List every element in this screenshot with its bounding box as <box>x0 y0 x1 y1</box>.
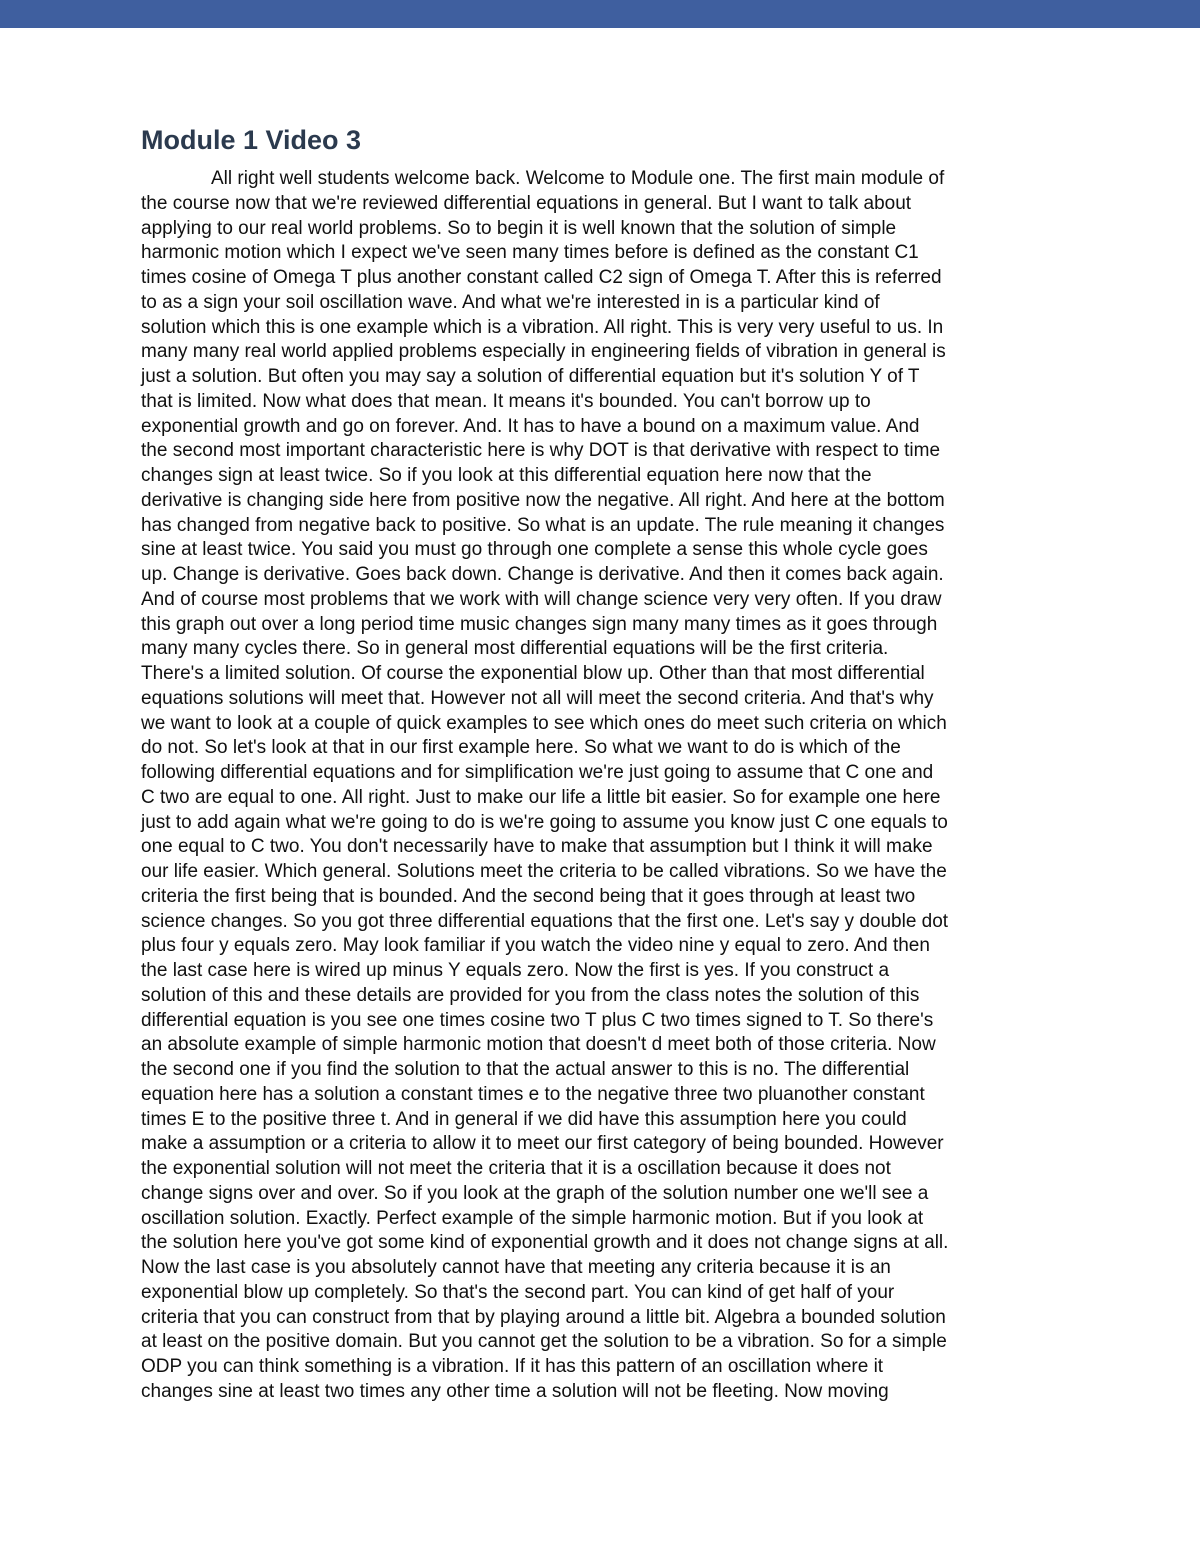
page-title: Module 1 Video 3 <box>141 125 362 155</box>
transcript-line: science changes. So you got three differential equations that the first one. Let's say y double dot <box>141 910 949 932</box>
transcript-line: one equal to C two. You don't necessarily have to make that assumption but I think it will make <box>141 836 933 858</box>
transcript-line: changes sign at least twice. So if you look at this differential equation here now that the <box>141 465 872 486</box>
transcript-line: Now the last case is you absolutely cannot have that meeting any criteria because it is an <box>141 1257 891 1278</box>
transcript-line: the solution here you've got some kind of exponential growth and it does not change signs at all. <box>141 1232 949 1254</box>
transcript-line: just a solution. But often you may say a solution of differential equation but it's solution Y of T <box>141 366 920 387</box>
transcript-line: the second one if you find the solution to that the actual answer to this is no. The differential <box>141 1059 910 1080</box>
transcript-line: make a assumption or a criteria to allow it to meet our first category of being bounded. However <box>141 1133 944 1155</box>
transcript-line: an absolute example of simple harmonic motion that doesn't d meet both of those criteria. Now <box>141 1034 936 1056</box>
transcript-line: equation here has a solution a constant times e to the negative three two pluanother constant <box>141 1083 925 1105</box>
transcript-line: change signs over and over. So if you look at the graph of the solution number one we'll see a <box>141 1182 929 1204</box>
transcript-body <box>141 167 1141 1405</box>
transcript-line: There's a limited solution. Of course the exponential blow up. Other than that most differential <box>141 663 925 684</box>
transcript-line: times E to the positive three t. And in general if we did have this assumption here you could <box>141 1108 907 1130</box>
top-banner <box>0 0 1200 28</box>
transcript-line: times cosine of Omega T plus another constant called C2 sign of Omega T. After this is referred <box>141 267 942 288</box>
transcript-line: criteria that you can construct from that by playing around a little bit. Algebra a bounded solution <box>141 1306 946 1328</box>
transcript-line: just to add again what we're going to do is we're going to assume you know just C one equals to <box>141 811 948 833</box>
transcript-line: And of course most problems that we work with will change science very very often. If you draw <box>141 588 942 610</box>
transcript-line: exponential blow up completely. So that's the second part. You can kind of get half of your <box>141 1281 895 1303</box>
transcript-line: C two are equal to one. All right. Just to make our life a little bit easier. So for example one here <box>141 786 941 808</box>
transcript-line: we want to look at a couple of quick examples to see which ones do meet such criteria on which <box>141 712 947 734</box>
transcript-line: differential equation is you see one times cosine two T plus C two times signed to T. So there's <box>141 1009 934 1031</box>
transcript-line: All right well students welcome back. Welcome to Module one. The first main module of <box>211 168 945 189</box>
transcript-line: oscillation solution. Exactly. Perfect example of the simple harmonic motion. But if you look at <box>141 1207 924 1229</box>
transcript-line: derivative is changing side here from positive now the negative. All right. And here at the bottom <box>141 489 945 511</box>
transcript-line: that is limited. Now what does that mean. It means it's bounded. You can't borrow up to <box>141 390 871 412</box>
transcript-line: up. Change is derivative. Goes back down. Change is derivative. And then it comes back again. <box>141 564 944 585</box>
transcript-line: changes sine at least two times any other time a solution will not be fleeting. Now moving <box>141 1380 889 1402</box>
transcript-line: plus four y equals zero. May look familiar if you watch the video nine y equal to zero. And then <box>141 935 930 957</box>
transcript-line: the course now that we're reviewed differential equations in general. But I want to talk about <box>141 192 912 214</box>
transcript-line: exponential growth and go on forever. And. It has to have a bound on a maximum value. And <box>141 415 920 437</box>
transcript-line: applying to our real world problems. So to begin it is well known that the solution of simple <box>141 217 897 239</box>
transcript-line: harmonic motion which I expect we've seen many times before is defined as the constant C1 <box>141 242 919 264</box>
transcript-line: solution which this is one example which is a vibration. All right. This is very very useful to us. In <box>141 316 944 338</box>
transcript-line: our life easier. Which general. Solutions meet the criteria to be called vibrations. So we have the <box>141 861 947 882</box>
transcript-line: sine at least twice. You said you must go through one complete a sense this whole cycle goes <box>141 539 928 561</box>
transcript-line: the last case here is wired up minus Y equals zero. Now the first is yes. If you construct a <box>141 960 890 981</box>
transcript-line: the exponential solution will not meet the criteria that it is a oscillation because it does not <box>141 1158 891 1179</box>
transcript-line: equations solutions will meet that. However not all will meet the second criteria. And that's why <box>141 687 934 709</box>
transcript-line: many many cycles there. So in general most differential equations will be the first criteria. <box>141 638 889 660</box>
transcript-line: has changed from negative back to positive. So what is an update. The rule meaning it changes <box>141 514 945 536</box>
transcript-line: this graph out over a long period time music changes sign many many times as it goes through <box>141 613 938 635</box>
transcript-line: the second most important characteristic here is why DOT is that derivative with respect to time <box>141 440 941 462</box>
transcript-line: do not. So let's look at that in our first example here. So what we want to do is which of the <box>141 737 901 759</box>
transcript-line: to as a sign your soil oscillation wave. And what we're interested in is a particular kind of <box>141 291 880 313</box>
transcript-line: at least on the positive domain. But you cannot get the solution to be a vibration. So for a simple <box>141 1331 947 1353</box>
transcript-line: ODP you can think something is a vibration. If it has this pattern of an oscillation where it <box>141 1356 884 1377</box>
transcript-line: many many real world applied problems especially in engineering fields of vibration in general is <box>141 341 946 363</box>
transcript-line: solution of this and these details are provided for you from the class notes the solution of this <box>141 984 920 1006</box>
transcript-line: following differential equations and for simplification we're just going to assume that C one and <box>141 762 934 783</box>
transcript-line: criteria the first being that is bounded. And the second being that it goes through at least two <box>141 885 916 907</box>
